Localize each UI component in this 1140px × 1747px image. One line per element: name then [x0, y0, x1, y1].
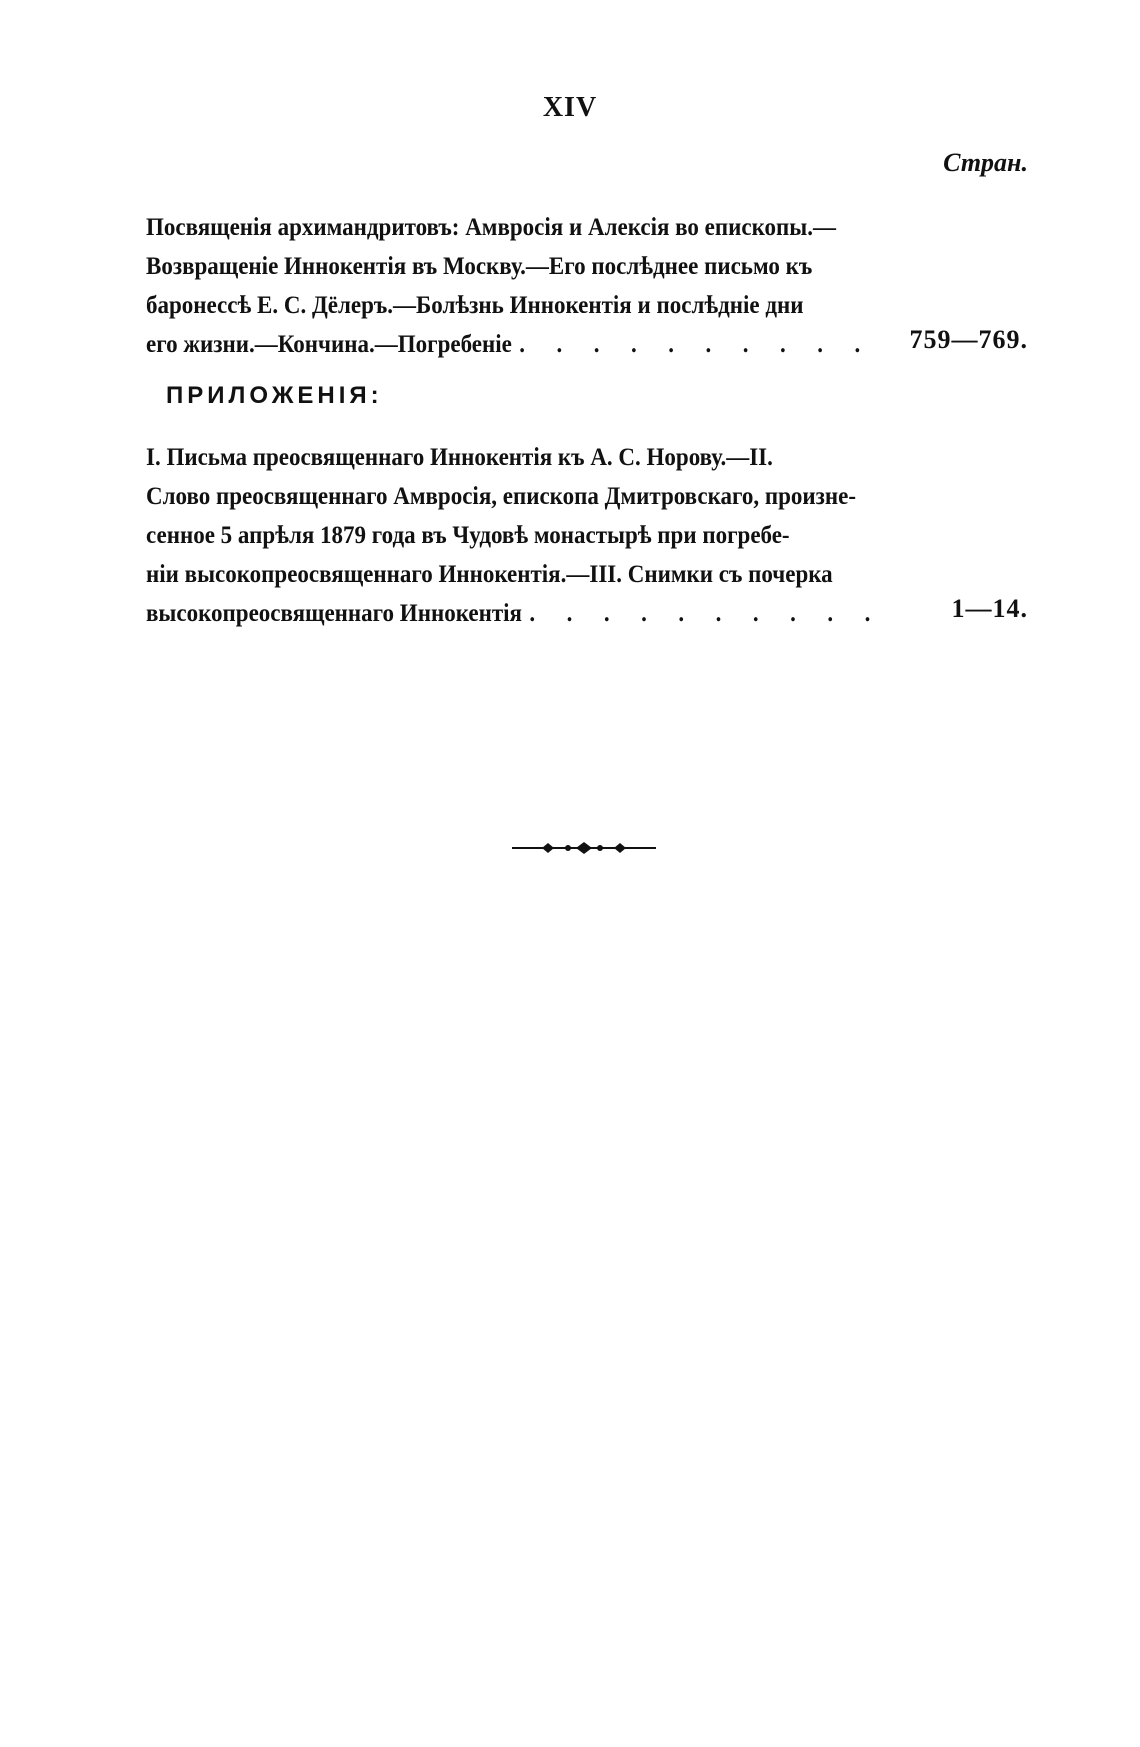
toc-entry-line: его жизни.—Кончина.—Погребеніе — [146, 331, 512, 358]
toc-entry-last-line — [146, 325, 874, 364]
toc-entry-line: Возвращеніе Иннокентія въ Москву.—Его послѣднее письмо къ — [146, 253, 813, 280]
toc-entry-line: высокопреосвященнаго Иннокентія — [146, 600, 522, 627]
toc-entry-line: Слово преосвященнаго Амвросія, епископа Дмитровскаго, произне- — [146, 483, 857, 510]
page-range: 1—14. — [951, 594, 1028, 623]
appendices-heading: ПРИЛОЖЕНІЯ: — [166, 382, 383, 409]
toc-entry-line: I. Письма преосвященнаго Иннокентія къ А. С. Норову.—II. — [146, 444, 773, 471]
toc-entry-line: баронессѣ Е. С. Дёлеръ.—Болѣзнь Иннокентія и послѣдніе дни — [146, 292, 804, 319]
toc-entry-text — [146, 208, 874, 364]
dot-leader: . . . . . . . . . . — [519, 331, 874, 358]
toc-entry-appendices — [146, 438, 1028, 633]
toc-entry-line: ніи высокопреосвященнаго Иннокентія.—III. Снимки съ почерка — [146, 561, 833, 588]
toc-entry-line: Посвященія архимандритовъ: Амвросія и Алексія во епископы.— — [146, 214, 837, 241]
toc-entry-text — [146, 438, 884, 633]
end-ornament-icon — [512, 840, 656, 856]
toc-entry-line: сенное 5 апрѣля 1879 года въ Чудовѣ монастырѣ при погребе- — [146, 522, 790, 549]
dot-leader: . . . . . . . . . . — [529, 600, 884, 627]
page-number: XIV — [542, 92, 598, 123]
toc-entry-last-line — [146, 594, 884, 633]
pages-column-header: Стран. — [943, 148, 1028, 177]
page-range: 759—769. — [909, 325, 1028, 354]
toc-entry-final-chapter — [146, 208, 1028, 364]
